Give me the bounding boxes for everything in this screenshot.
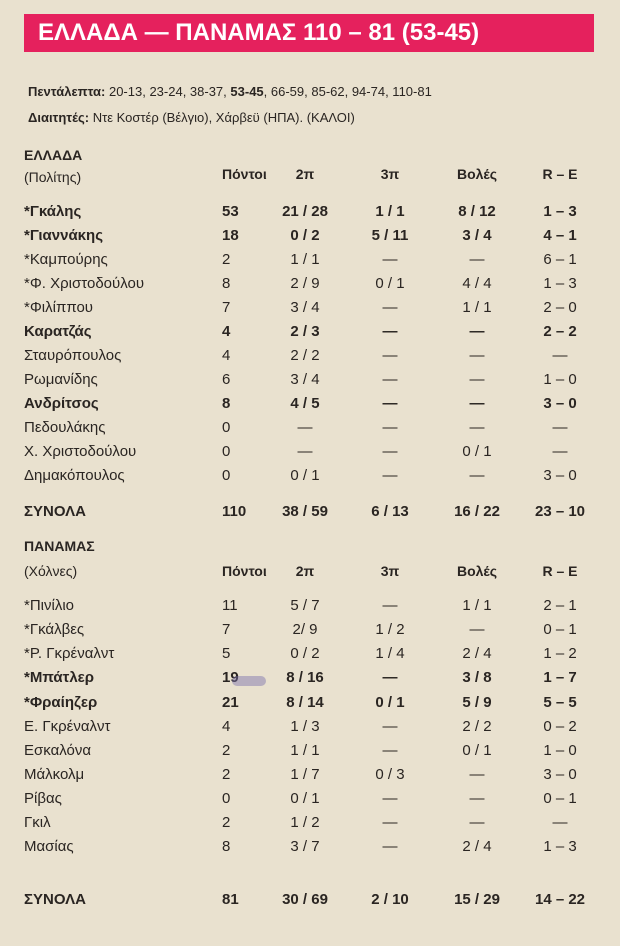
player-three-point: 0 / 3 xyxy=(375,766,405,783)
player-row: *Φ. Χριστοδούλου 8 2 / 9 0 / 1 4 / 4 1 – 3 xyxy=(24,275,577,292)
column-header-row: Πόντοι 2π 3π Βολές R – E xyxy=(222,563,578,579)
player-three-point: 0 / 1 xyxy=(375,275,405,292)
player-row: *Γκάλβες 7 2/ 9 1 / 2 — 0 – 1 xyxy=(24,621,577,638)
player-name: Μασίας xyxy=(24,838,74,855)
player-free-throws: — xyxy=(469,371,485,388)
player-rebounds: 2 – 0 xyxy=(543,299,577,316)
three-point-header: 3π xyxy=(380,563,400,579)
player-row: Χ. Χριστοδούλου 0 — — 0 / 1 — xyxy=(24,443,568,460)
player-two-point: 1 / 1 xyxy=(290,742,320,759)
player-name: Ρίβας xyxy=(24,790,62,807)
referees-value: Ντε Κοστέρ (Βέλγιο), Χάρβεϋ (ΗΠΑ). (ΚΑΛΟΙ) xyxy=(92,110,355,125)
player-two-point: — xyxy=(297,443,313,460)
player-two-point: 8 / 16 xyxy=(286,669,324,686)
headline-banner: ΕΛΛΑΔΑ — ΠΑΝΑΜΑΣ 110 – 81 (53-45) xyxy=(24,14,594,52)
player-three-point: — xyxy=(382,347,398,364)
totals-two-point: 38 / 59 xyxy=(282,503,328,520)
player-rebounds: 0 – 1 xyxy=(543,621,577,638)
player-free-throws: 3 / 8 xyxy=(462,669,492,686)
team-name: ΕΛΛΑΔΑ xyxy=(24,147,83,163)
player-rebounds: 1 – 7 xyxy=(543,669,577,686)
player-row: *Μπάτλερ 19 8 / 16 — 3 / 8 1 – 7 xyxy=(24,669,577,686)
player-rebounds: 2 – 2 xyxy=(543,323,577,340)
player-row: Εσκαλόνα 2 1 / 1 — 0 / 1 1 – 0 xyxy=(24,742,577,759)
totals-row: ΣΥΝΟΛΑ 81 30 / 69 2 / 10 15 / 29 14 – 22 xyxy=(24,891,586,908)
totals-rebounds: 14 – 22 xyxy=(534,891,586,908)
player-three-point: — xyxy=(382,395,398,412)
player-two-point: 0 / 1 xyxy=(290,790,320,807)
player-free-throws: 2 / 4 xyxy=(462,838,492,855)
totals-free-throws: 16 / 22 xyxy=(454,503,500,520)
player-free-throws: 2 / 2 xyxy=(462,718,492,735)
totals-two-point: 30 / 69 xyxy=(282,891,328,908)
player-two-point: 3 / 4 xyxy=(290,299,320,316)
totals-free-throws: 15 / 29 xyxy=(454,891,500,908)
two-point-header: 2π xyxy=(295,563,315,579)
player-rebounds: 6 – 1 xyxy=(543,251,577,268)
player-rebounds: 3 – 0 xyxy=(543,467,577,484)
player-three-point: — xyxy=(382,669,398,686)
player-name: *Πινίλιο xyxy=(24,597,75,614)
player-free-throws: — xyxy=(469,251,485,268)
player-three-point: — xyxy=(382,814,398,831)
player-three-point: — xyxy=(382,597,398,614)
player-two-point: 0 / 2 xyxy=(290,227,320,244)
player-rebounds: 1 – 3 xyxy=(543,275,577,292)
player-row: Γκιλ 2 1 / 2 — — — xyxy=(24,814,568,831)
player-row: *Γιαννάκης 18 0 / 2 5 / 11 3 / 4 4 – 1 xyxy=(24,227,577,244)
player-free-throws: 0 / 1 xyxy=(462,443,492,460)
player-name: Εσκαλόνα xyxy=(24,742,92,759)
player-two-point: 1 / 7 xyxy=(290,766,320,783)
player-free-throws: 1 / 1 xyxy=(462,597,492,614)
player-two-point: — xyxy=(297,419,313,436)
player-three-point: 0 / 1 xyxy=(375,694,405,711)
ink-smudge xyxy=(232,676,266,686)
player-name: *Φραίηζερ xyxy=(24,694,98,711)
totals-three-point: 6 / 13 xyxy=(371,503,409,520)
player-free-throws: — xyxy=(469,766,485,783)
player-row: Ρίβας 0 0 / 1 — — 0 – 1 xyxy=(24,790,577,807)
player-two-point: 8 / 14 xyxy=(286,694,324,711)
quarter-scores xyxy=(28,84,432,99)
player-free-throws: 5 / 9 xyxy=(462,694,492,711)
player-rebounds: — xyxy=(552,814,568,831)
player-three-point: — xyxy=(382,299,398,316)
free-throws-header: Βολές xyxy=(456,166,498,182)
player-name: Πεδουλάκης xyxy=(24,419,106,436)
player-name: *Καμπούρης xyxy=(24,251,108,268)
free-throws-header: Βολές xyxy=(456,563,498,579)
totals-row: ΣΥΝΟΛΑ 110 38 / 59 6 / 13 16 / 22 23 – 10 xyxy=(24,503,586,520)
player-two-point: 4 / 5 xyxy=(290,395,320,412)
player-free-throws: — xyxy=(469,467,485,484)
player-free-throws: — xyxy=(469,814,485,831)
quarter-scores-halftime: 53-45 xyxy=(230,84,264,99)
player-free-throws: 1 / 1 xyxy=(462,299,492,316)
player-row: Μάλκολμ 2 1 / 7 0 / 3 — 3 – 0 xyxy=(24,766,577,783)
player-free-throws: — xyxy=(469,790,485,807)
player-three-point: 5 / 11 xyxy=(371,227,409,244)
player-rebounds: 0 – 2 xyxy=(543,718,577,735)
player-free-throws: — xyxy=(469,621,485,638)
player-three-point: 1 / 1 xyxy=(375,203,405,220)
player-rebounds: 1 – 3 xyxy=(543,838,577,855)
player-two-point: 2 / 3 xyxy=(290,323,320,340)
player-three-point: — xyxy=(382,323,398,340)
player-two-point: 0 / 2 xyxy=(290,645,320,662)
player-rebounds: 2 – 1 xyxy=(543,597,577,614)
player-name: *Ρ. Γκρέναλντ xyxy=(24,645,115,662)
rebounds-header: R – E xyxy=(542,563,578,579)
totals-rebounds: 23 – 10 xyxy=(534,503,586,520)
player-name: *Γκάλης xyxy=(24,203,82,220)
player-row: Πεδουλάκης 0 — — — — xyxy=(24,419,568,436)
totals-three-point: 2 / 10 xyxy=(371,891,409,908)
player-row: Ρωμανίδης 6 3 / 4 — — 1 – 0 xyxy=(24,371,577,388)
player-free-throws: — xyxy=(469,395,485,412)
quarter-scores-after: , 66-59, 85-62, 94-74, 110-81 xyxy=(263,84,432,99)
player-name: *Γιαννάκης xyxy=(24,227,103,244)
player-name: Δημακόπουλος xyxy=(24,467,125,484)
player-name: Ανδρίτσος xyxy=(24,395,99,412)
player-name: *Φιλίππου xyxy=(24,299,94,316)
player-two-point: 3 / 4 xyxy=(290,371,320,388)
player-three-point: — xyxy=(382,371,398,388)
player-row: Σταυρόπουλος 4 2 / 2 — — — xyxy=(24,347,568,364)
player-row: Δημακόπουλος 0 0 / 1 — — 3 – 0 xyxy=(24,467,577,484)
player-name: Σταυρόπουλος xyxy=(24,347,122,364)
player-two-point: 2 / 2 xyxy=(290,347,320,364)
player-two-point: 1 / 3 xyxy=(290,718,320,735)
player-row: Ανδρίτσος 8 4 / 5 — — 3 – 0 xyxy=(24,395,577,412)
player-three-point: — xyxy=(382,838,398,855)
player-two-point: 2/ 9 xyxy=(292,621,318,638)
player-rebounds: 3 – 0 xyxy=(543,395,577,412)
player-two-point: 1 / 2 xyxy=(290,814,320,831)
player-row: *Πινίλιο 11 5 / 7 — 1 / 1 2 – 1 xyxy=(24,597,577,614)
player-name: Χ. Χριστοδούλου xyxy=(24,443,137,460)
player-three-point: — xyxy=(382,790,398,807)
player-name: *Φ. Χριστοδούλου xyxy=(24,275,145,292)
quarter-scores-label: Πεντάλεπτα: xyxy=(28,84,106,99)
player-two-point: 3 / 7 xyxy=(290,838,320,855)
player-row: Ε. Γκρέναλντ 4 1 / 3 — 2 / 2 0 – 2 xyxy=(24,718,577,735)
player-rebounds: 1 – 0 xyxy=(543,742,577,759)
team-coach: (Πολίτης) xyxy=(24,169,82,185)
player-two-point: 2 / 9 xyxy=(290,275,320,292)
player-free-throws: — xyxy=(469,323,485,340)
player-free-throws: 8 / 12 xyxy=(458,203,496,220)
player-rebounds: — xyxy=(552,419,568,436)
player-free-throws: — xyxy=(469,419,485,436)
player-row: *Φραίηζερ 21 8 / 14 0 / 1 5 / 9 5 – 5 xyxy=(24,694,577,711)
player-row: *Ρ. Γκρέναλντ 5 0 / 2 1 / 4 2 / 4 1 – 2 xyxy=(24,645,577,662)
player-three-point: — xyxy=(382,718,398,735)
quarter-scores-before: 20-13, 23-24, 38-37, xyxy=(108,84,227,99)
player-name: Ρωμανίδης xyxy=(24,371,98,388)
player-free-throws: 2 / 4 xyxy=(462,645,492,662)
player-rebounds: — xyxy=(552,347,568,364)
player-row: *Φιλίππου 7 3 / 4 — 1 / 1 2 – 0 xyxy=(24,299,577,316)
player-rebounds: 3 – 0 xyxy=(543,766,577,783)
two-point-header: 2π xyxy=(295,166,315,182)
referees-line xyxy=(28,110,355,125)
three-point-header: 3π xyxy=(380,166,400,182)
player-name: Γκιλ xyxy=(24,814,51,831)
player-row: *Καμπούρης 2 1 / 1 — — 6 – 1 xyxy=(24,251,577,268)
totals-label: ΣΥΝΟΛΑ xyxy=(24,503,86,520)
player-row: Καρατζάς 4 2 / 3 — — 2 – 2 xyxy=(24,323,577,340)
player-rebounds: 1 – 0 xyxy=(543,371,577,388)
player-free-throws: 4 / 4 xyxy=(462,275,492,292)
player-free-throws: — xyxy=(469,347,485,364)
player-rebounds: — xyxy=(552,443,568,460)
player-free-throws: 3 / 4 xyxy=(462,227,492,244)
player-rebounds: 0 – 1 xyxy=(543,790,577,807)
referees-label: Διαιτητές: xyxy=(28,110,90,125)
player-row: *Γκάλης 53 21 / 28 1 / 1 8 / 12 1 – 3 xyxy=(24,203,577,220)
player-two-point: 1 / 1 xyxy=(290,251,320,268)
player-three-point: — xyxy=(382,443,398,460)
player-rebounds: 5 – 5 xyxy=(543,694,577,711)
player-rebounds: 1 – 3 xyxy=(543,203,577,220)
team-coach: (Χόλνες) xyxy=(24,563,78,579)
player-row: Μασίας 8 3 / 7 — 2 / 4 1 – 3 xyxy=(24,838,577,855)
player-three-point: — xyxy=(382,419,398,436)
player-three-point: 1 / 4 xyxy=(375,645,405,662)
player-two-point: 5 / 7 xyxy=(290,597,320,614)
player-rebounds: 1 – 2 xyxy=(543,645,577,662)
player-free-throws: 0 / 1 xyxy=(462,742,492,759)
player-three-point: — xyxy=(382,251,398,268)
player-two-point: 21 / 28 xyxy=(282,203,328,220)
player-name: *Γκάλβες xyxy=(24,621,85,638)
rebounds-header: R – E xyxy=(542,166,578,182)
player-three-point: 1 / 2 xyxy=(375,621,405,638)
player-name: *Μπάτλερ xyxy=(24,669,95,686)
player-three-point: — xyxy=(382,467,398,484)
player-name: Μάλκολμ xyxy=(24,766,85,783)
player-name: Καρατζάς xyxy=(24,323,92,340)
player-name: Ε. Γκρέναλντ xyxy=(24,718,111,735)
player-rebounds: 4 – 1 xyxy=(543,227,577,244)
player-three-point: — xyxy=(382,742,398,759)
player-two-point: 0 / 1 xyxy=(290,467,320,484)
column-header-row: Πόντοι 2π 3π Βολές R – E xyxy=(222,166,578,182)
team-name: ΠΑΝΑΜΑΣ xyxy=(24,538,95,554)
totals-label: ΣΥΝΟΛΑ xyxy=(24,891,86,908)
